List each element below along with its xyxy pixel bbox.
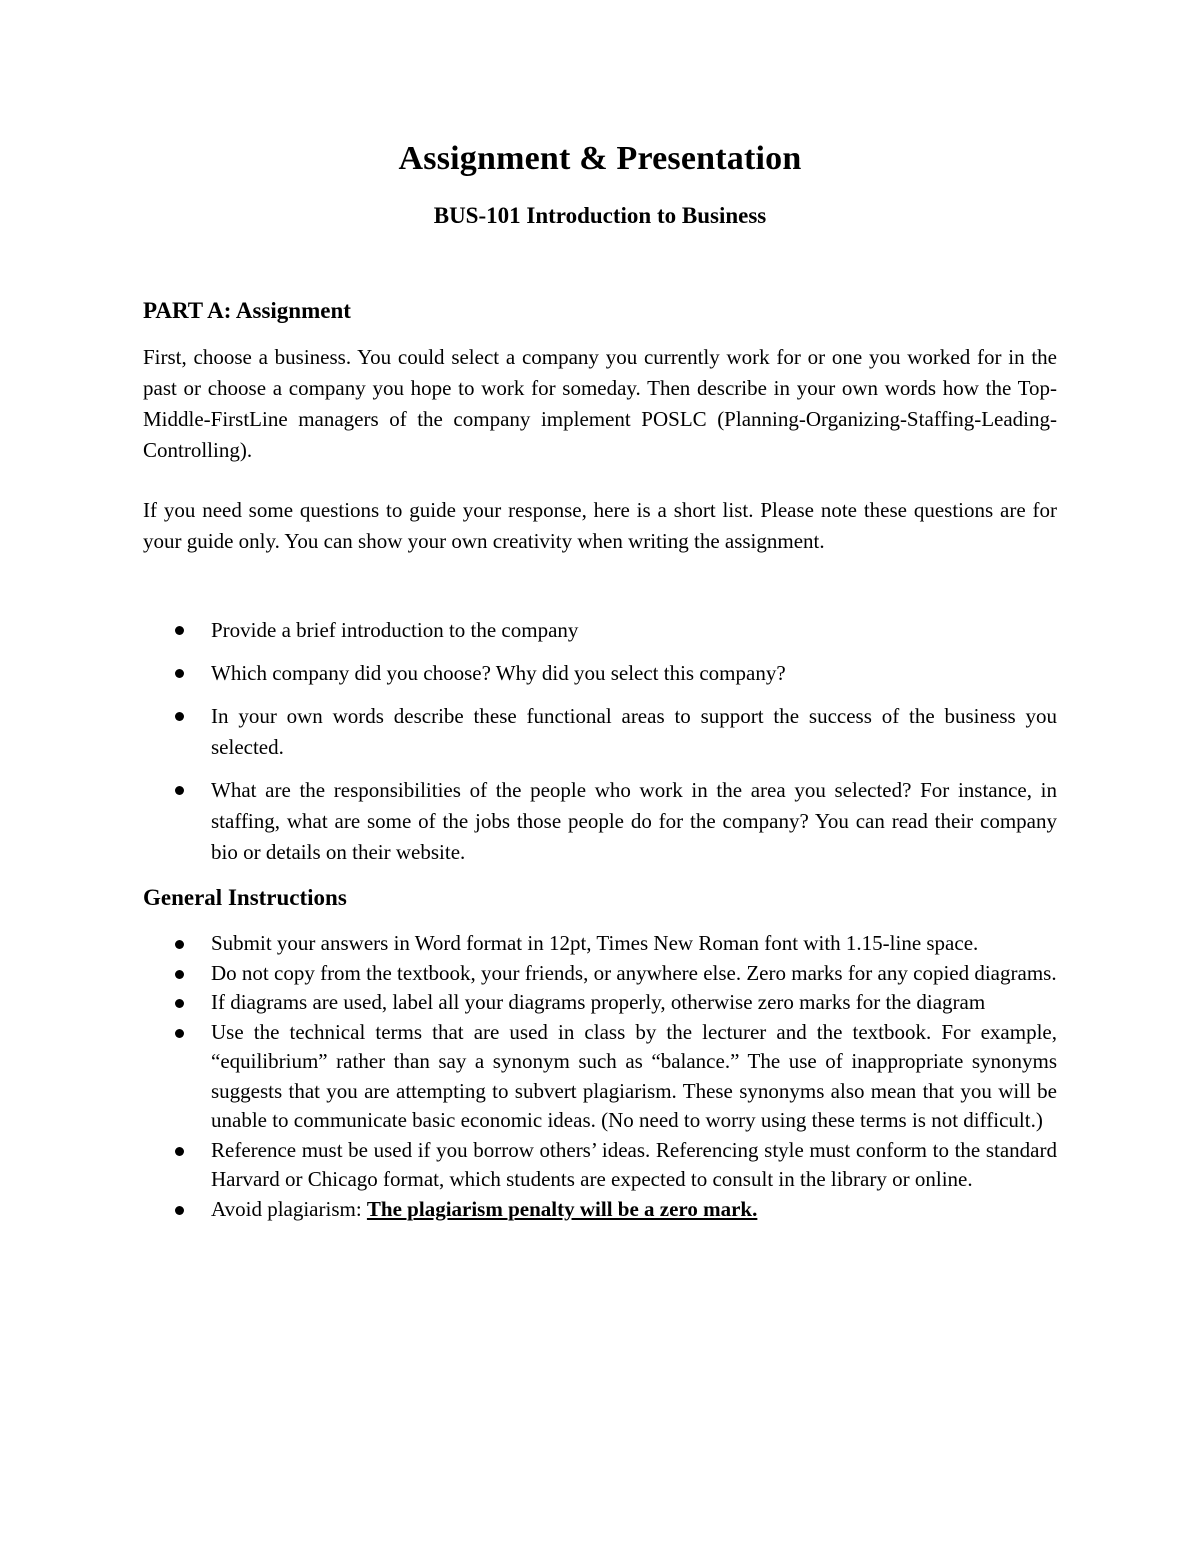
part-a-guide — [143, 495, 1057, 557]
list-item — [143, 775, 1057, 868]
list-item — [143, 1136, 1057, 1195]
bullet-icon — [175, 999, 184, 1008]
instruction-prefix: Avoid plagiarism: — [211, 1196, 367, 1221]
course-subtitle: BUS-101 Introduction to Business — [433, 203, 767, 228]
question-text: In your own words describe these functional areas to support the success of the business you selected. — [211, 704, 1057, 759]
questions-list — [143, 615, 1057, 868]
bullet-icon — [175, 1147, 184, 1156]
instruction-text: Submit your answers in Word format in 12pt, Times New Roman font with 1.15-line space. — [211, 931, 979, 955]
plagiarism-penalty-text: The plagiarism penalty will be a zero mark. — [366, 1196, 758, 1221]
bullet-icon — [175, 1029, 184, 1038]
bullet-icon — [175, 786, 184, 795]
general-instructions-heading: General Instructions — [143, 885, 347, 910]
instructions-list-container — [143, 929, 1057, 1224]
document-title: Assignment & Presentation — [398, 140, 802, 177]
instruction-text: Reference must be used if you borrow others’ ideas. Referencing style must conform to the standard Harvard or Chicago format, which students are expected to consult in the library or online. — [211, 1137, 1057, 1191]
question-text: What are the responsibilities of the people who work in the area you selected? For instance, in staffing, what are some of the jobs those people do for the company? You can read their company bio or details on their website. — [211, 778, 1057, 864]
part-a-paragraph-1: First, choose a business. You could select a company you currently work for or one you worked for in the past or choose a company you hope to work for someday. Then describe in your own words how the Top-Middle-FirstLine managers of the company implement POSLC (Planning-Organizing-Staffing-Leading-Controlling). — [143, 345, 1057, 462]
bullet-icon — [175, 970, 184, 979]
part-a-paragraph-2: If you need some questions to guide your response, here is a short list. Please note these questions are for your guide only. You can show your own creativity when writing the assignment. — [143, 498, 1057, 553]
questions-list-container — [143, 615, 1057, 880]
bullet-icon — [175, 940, 184, 949]
instruction-text: Use the technical terms that are used in class by the lecturer and the textbook. For example, “equilibrium” rather than say a synonym such as “balance.” The use of inappropriate synonyms suggests that you are attempting to subvert plagiarism. These synonyms also mean that you will be unable to communicate basic economic ideas. (No need to worry using these terms is not difficult.) — [211, 1019, 1057, 1132]
instruction-text: Do not copy from the textbook, your friends, or anywhere else. Zero marks for any copied diagrams. — [211, 960, 1057, 985]
bullet-icon — [175, 712, 184, 721]
part-a-heading: PART A: Assignment — [143, 298, 351, 323]
bullet-icon — [175, 626, 184, 635]
part-a-intro — [143, 342, 1057, 466]
instruction-text: If diagrams are used, label all your diagrams properly, otherwise zero marks for the diagram — [211, 990, 986, 1014]
bullet-icon — [175, 669, 184, 678]
list-item — [143, 658, 1057, 689]
question-text: Which company did you choose? Why did you select this company? — [211, 661, 786, 685]
list-item — [143, 929, 1057, 959]
general-instructions-section — [143, 885, 1057, 911]
list-item — [143, 701, 1057, 763]
instructions-list — [143, 929, 1057, 1224]
list-item — [143, 1018, 1057, 1136]
list-item — [143, 959, 1057, 989]
part-a-section — [143, 298, 1057, 324]
list-item — [143, 988, 1057, 1018]
question-text: Provide a brief introduction to the company — [211, 618, 579, 642]
list-item — [143, 615, 1057, 646]
bullet-icon — [175, 1206, 184, 1215]
list-item — [143, 1195, 1057, 1225]
